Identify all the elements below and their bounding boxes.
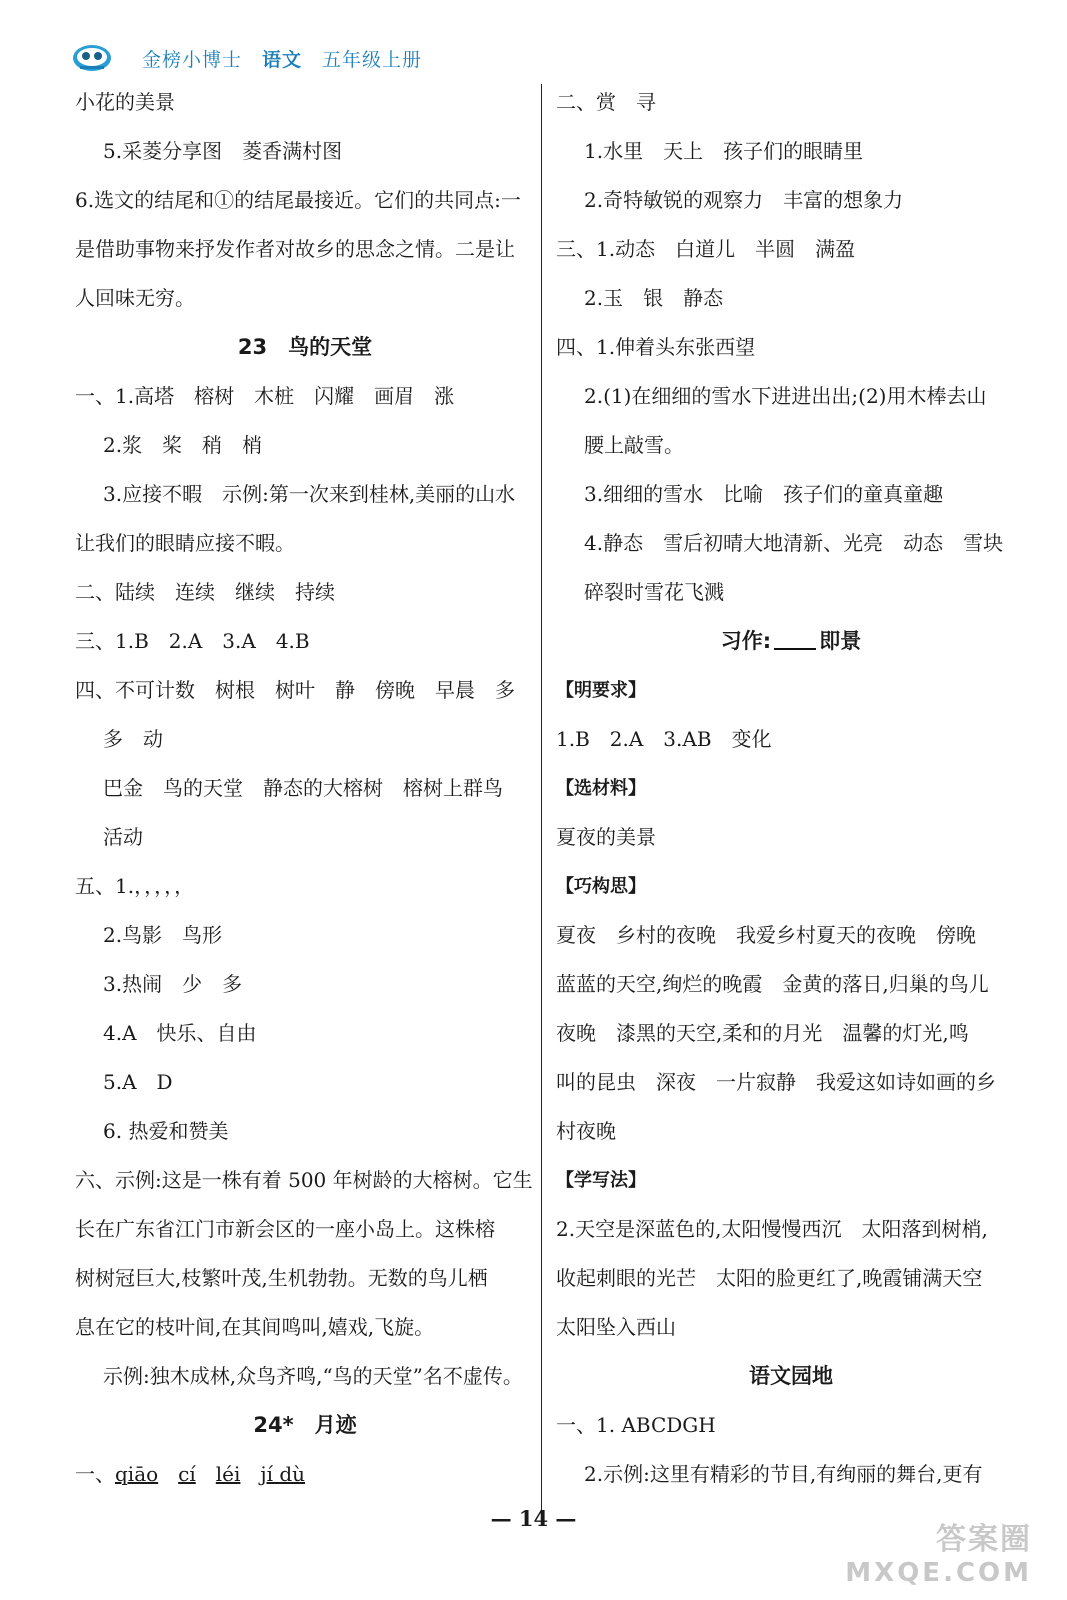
- answer-line: 是借助事物来抒发作者对故乡的思念之情。二是让: [75, 237, 515, 261]
- answer-line: 2.(1)在细细的雪水下进进出出;(2)用木棒去山: [584, 384, 987, 408]
- column-divider: [541, 84, 542, 1524]
- answer-line: 2.天空是深蓝色的,太阳慢慢西沉 太阳落到树梢,: [556, 1217, 988, 1241]
- answer-line: 4.静态 雪后初晴大地清新、光亮 动态 雪块: [584, 531, 1004, 555]
- section-heading: 【学写法】: [556, 1170, 646, 1191]
- answer-line: 6.选文的结尾和①的结尾最接近。它们的共同点:一: [75, 188, 521, 212]
- owl-logo-icon: [72, 43, 112, 73]
- answer-line: 2.奇特敏锐的观察力 丰富的想象力: [584, 188, 904, 212]
- answer-line: 6. 热爱和赞美: [103, 1119, 229, 1143]
- answer-line: 六、示例:这是一株有着 500 年树龄的大榕树。它生: [75, 1168, 533, 1192]
- answer-line: 活动: [103, 825, 143, 849]
- answer-line: 小花的美景: [75, 90, 175, 114]
- answer-line: 4.A 快乐、自由: [103, 1021, 257, 1045]
- answer-line: 蓝蓝的天空,绚烂的晚霞 金黄的落日,归巢的鸟儿: [556, 972, 989, 996]
- fill-blank: [774, 624, 816, 650]
- answer-line: 2.示例:这里有精彩的节目,有绚丽的舞台,更有: [584, 1462, 983, 1486]
- answer-line: 3.热闹 少 多: [103, 972, 243, 996]
- answer-line: 叫的昆虫 深夜 一片寂静 我爱这如诗如画的乡: [556, 1070, 996, 1094]
- answer-line: 收起刺眼的光芒 太阳的脸更红了,晚霞铺满天空: [556, 1266, 983, 1290]
- answer-line: 五、1.，，，，，: [75, 874, 195, 898]
- answer-line: 3.细细的雪水 比喻 孩子们的童真童趣: [584, 482, 944, 506]
- answer-line: 长在广东省江门市新会区的一座小岛上。这株榕: [75, 1217, 495, 1241]
- subject-label: 语文: [262, 48, 303, 71]
- answer-line: 人回味无穷。: [75, 286, 195, 310]
- watermark-text: 答案圈: [936, 1522, 1032, 1557]
- writing-title-suffix: 即景: [819, 629, 862, 653]
- answer-line: 5.A D: [103, 1070, 173, 1094]
- answer-line: 一、1.高塔 榕树 木桩 闪耀 画眉 涨: [75, 384, 455, 408]
- answer-line: 1.水里 天上 孩子们的眼睛里: [584, 139, 864, 163]
- pinyin-answer: jí dù: [260, 1462, 306, 1486]
- answer-line: 3.应接不暇 示例:第一次来到桂林,美丽的山水: [103, 482, 516, 506]
- writing-title: [556, 617, 1026, 666]
- pinyin-answer: léi: [215, 1462, 241, 1486]
- section-heading: 【选材料】: [556, 778, 646, 799]
- pinyin-line: [75, 1450, 535, 1499]
- answer-line: 多 动: [103, 727, 163, 751]
- pinyin-answer: qiāo: [115, 1462, 159, 1486]
- answer-line: 示例:独木成林,众鸟齐鸣,“鸟的天堂”名不虚传。: [103, 1364, 523, 1388]
- answer-line: 二、陆续 连续 继续 持续: [75, 580, 335, 604]
- answer-line: 三、1.动态 白道儿 半圆 满盈: [556, 237, 856, 261]
- left-column: [75, 78, 535, 1499]
- brand-name: 金榜小博士: [142, 48, 243, 71]
- answer-line: 2.浆 桨 稍 梢: [103, 433, 263, 457]
- answer-line: 1.B 2.A 3.AB 变化: [556, 727, 772, 751]
- section-number: 一、: [75, 1462, 115, 1486]
- answer-line: 夏夜 乡村的夜晚 我爱乡村夏天的夜晚 傍晚: [556, 923, 976, 947]
- grade-label: 五年级上册: [322, 48, 423, 71]
- answer-line: 村夜晚: [556, 1119, 616, 1143]
- pinyin-answer: cí: [178, 1462, 196, 1486]
- answer-line: 一、1. ABCDGH: [556, 1413, 716, 1437]
- section-heading: 【明要求】: [556, 680, 646, 701]
- answer-line: 夏夜的美景: [556, 825, 656, 849]
- answer-line: 三、1.B 2.A 3.A 4.B: [75, 629, 310, 653]
- watermark: [845, 1514, 1032, 1588]
- section-title-yuwen-yuandi: 语文园地: [749, 1364, 833, 1388]
- answer-line: 四、1.伸着头东张西望: [556, 335, 756, 359]
- answer-line: 让我们的眼睛应接不暇。: [75, 531, 295, 555]
- answer-line: 二、赏 寻: [556, 90, 656, 114]
- right-column: [556, 78, 1026, 1499]
- answer-line: 巴金 鸟的天堂 静态的大榕树 榕树上群鸟: [103, 776, 503, 800]
- section-heading: 【巧构思】: [556, 876, 646, 897]
- answer-line: 5.采菱分享图 菱香满村图: [103, 139, 343, 163]
- page-header: [72, 40, 442, 76]
- watermark-url: MXQE.COM: [845, 1558, 1032, 1588]
- answer-line: 太阳坠入西山: [556, 1315, 676, 1339]
- lesson-title-24: 24* 月迹: [253, 1413, 357, 1437]
- answer-line: 夜晚 漆黑的天空,柔和的月光 温馨的灯光,鸣: [556, 1021, 969, 1045]
- writing-title-prefix: 习作:: [720, 629, 772, 653]
- answer-line: 四、不可计数 树根 树叶 静 傍晚 早晨 多: [75, 678, 515, 702]
- lesson-title-23: 23 鸟的天堂: [237, 335, 373, 359]
- answer-line: 腰上敲雪。: [584, 433, 684, 457]
- page-number: — 14 —: [490, 1506, 577, 1531]
- answer-line: 碎裂时雪花飞溅: [584, 580, 724, 604]
- answer-line: 2.鸟影 鸟形: [103, 923, 223, 947]
- answer-line: 树树冠巨大,枝繁叶茂,生机勃勃。无数的鸟儿栖: [75, 1266, 488, 1290]
- answer-line: 息在它的枝叶间,在其间鸣叫,嬉戏,飞旋。: [75, 1315, 435, 1339]
- answer-line: 2.玉 银 静态: [584, 286, 724, 310]
